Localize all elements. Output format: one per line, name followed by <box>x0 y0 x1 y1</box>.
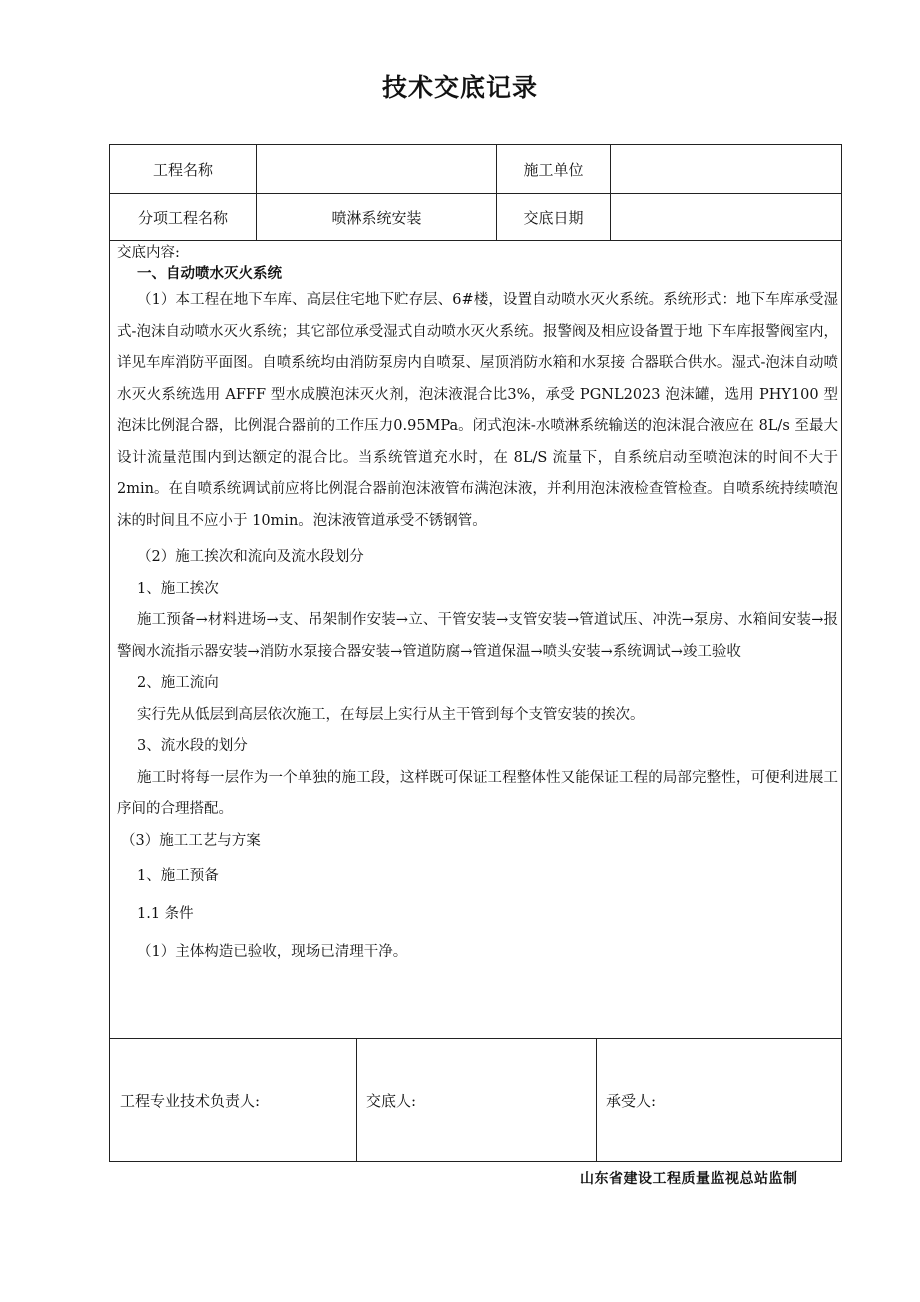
project-name-value[interactable] <box>257 145 496 193</box>
sequence-title: 1、施工挨次 <box>137 580 219 597</box>
column-divider <box>356 1038 357 1162</box>
discloser-signature-label: 交底人: <box>366 1092 417 1110</box>
item-1-paragraph: （1）本工程在地下车库、高层住宅地下贮存层、6#楼，设置自动喷水灭火系统。系统形式：地下车库承受湿式-泡沫自动喷水灭火系统；其它部位承受湿式自动喷水灭火系统。报警阀及相应设备置于地 下车库报警阀室内，详见车库消防平面图。自喷系统均由消防泵房内自喷泵、屋顶消防水箱和水泵接 合器联合供水。湿式-泡沫自动喷水灭火系统选用 AFFF 型水成膜泡沫灭火剂，泡沫液混合比3%，承受 PGNL2023 泡沫罐，选用 PHY100 型泡沫比例混合器，比例混合器前的工作压力0.95MPa。闭式泡沫-水喷淋系统输送的泡沫混合液应在 8L/s 至最大设计流量范围内到达额定的混合比。当系统管道充水时，在 8L/S 流量下，自系统启动至喷泡沫的时间不大于 2min。在自喷系统调试前应将比例混合器前泡沫液管布满泡沫液，并利用泡沫液检查管检查。自喷系统持续喷泡沫的时间且不应小于 10min。泡沫液管道承受不锈钢管。 <box>117 292 838 529</box>
conditions-title: 1.1 条件 <box>137 906 194 922</box>
sub-project-label: 分项工程名称 <box>137 208 228 227</box>
disclosure-content <box>110 241 841 1038</box>
sequence-text: 施工预备→材料进场→支、吊架制作安装→立、干管安装→支管安装→管道试压、冲洗→泵房、水箱间安装→报警阀水流指示器安装→消防水泵接合器安装→管道防腐→管道保温→喷头安装→系统调试→竣工验收 <box>117 612 838 660</box>
construction-unit-label: 施工单位 <box>523 160 584 179</box>
disclosure-date-value[interactable] <box>611 194 841 240</box>
construction-unit-value[interactable] <box>611 145 841 193</box>
content-label: 交底内容: <box>117 245 180 261</box>
receiver-signature-label: 承受人: <box>606 1092 657 1110</box>
issuer-footer: 山东省建设工程质量监视总站监制 <box>580 1171 798 1187</box>
section-heading: 一、自动喷水灭火系统 <box>137 266 282 282</box>
item-3-title: （3）施工工艺与方案 <box>121 832 261 849</box>
segment-text: 施工时将每一层作为一个单独的施工段，这样既可保证工程整体性又能保证工程的局部完整性，可便利进展工序间的合理搭配。 <box>117 769 838 817</box>
direction-title: 2、施工流向 <box>137 675 219 691</box>
preparation-title: 1、施工预备 <box>137 868 219 884</box>
row-divider <box>110 1038 841 1039</box>
project-name-label: 工程名称 <box>152 160 213 179</box>
disclosure-date-label: 交底日期 <box>523 208 584 227</box>
condition-1-text: （1）主体构造已验收，现场已清理干净。 <box>137 944 408 960</box>
disclosure-record-table <box>109 144 842 1162</box>
tech-lead-signature-label: 工程专业技术负责人: <box>120 1092 261 1110</box>
item-2-title: （2）施工挨次和流向及流水段划分 <box>137 549 364 565</box>
sub-project-value[interactable]: 喷淋系统安装 <box>331 208 422 227</box>
column-divider <box>596 1038 597 1162</box>
document-title: 技术交底记录 <box>381 73 538 102</box>
direction-text: 实行先从低层到高层依次施工，在每层上实行从主干管到每个支管安装的挨次。 <box>137 706 645 723</box>
segment-title: 3、流水段的划分 <box>137 738 248 754</box>
